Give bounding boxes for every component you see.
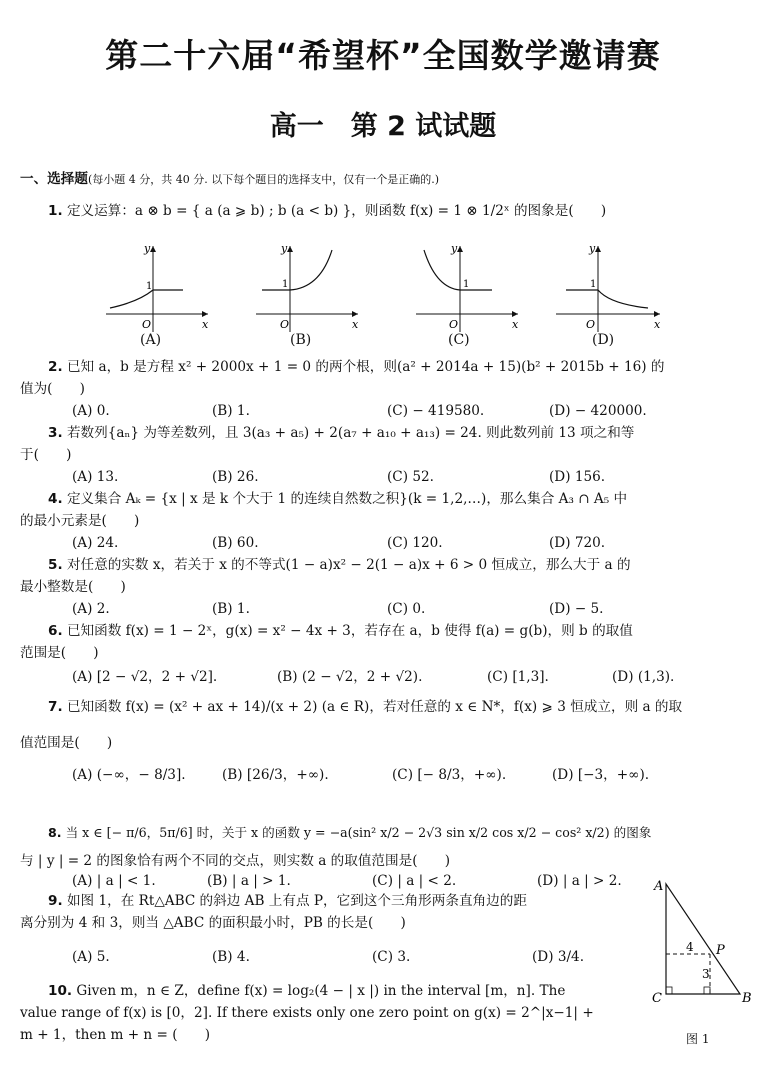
graph-b xyxy=(248,242,368,334)
label-a: A xyxy=(654,879,664,894)
graph-a-label: (A) xyxy=(140,332,162,348)
label-p: P xyxy=(716,943,725,958)
question-3-options xyxy=(72,468,766,486)
y-label: y xyxy=(281,242,288,255)
one-label: 1 xyxy=(282,279,289,290)
option-c: (C) − 419580. xyxy=(387,403,485,419)
option-b: (B) 1. xyxy=(212,403,250,419)
figure-1-caption: 图 1 xyxy=(686,1032,710,1046)
x-label: x xyxy=(202,318,209,331)
question-text: Given m，n ∈ Z，define f(x) = log₂(4 − | x |) in the interval [m，n]. The xyxy=(76,983,566,999)
question-number: 9. xyxy=(48,893,63,909)
section-heading: 一、选择题 xyxy=(20,171,88,187)
option-d: (D) [−3，+∞). xyxy=(552,767,650,783)
option-c: (C) [− 8/3，+∞). xyxy=(392,767,507,783)
one-label: 1 xyxy=(463,279,470,290)
section-note: (每小题 4 分，共 40 分. 以下每个题目的选择支中，仅有一个是正确的.) xyxy=(87,173,440,186)
option-c: (C) | a | < 2. xyxy=(372,873,457,889)
option-a: (A) | a | < 1. xyxy=(72,873,156,889)
question-number: 1. xyxy=(48,203,63,219)
option-b: (B) | a | > 1. xyxy=(207,873,291,889)
question-text: 定义运算：a ⊗ b = { a (a ⩾ b) ; b (a < b) }，则函数 f(x) = 1 ⊗ 1/2ˣ 的图象是( ) xyxy=(66,203,607,219)
option-b: (B) (2 − √2，2 + √2). xyxy=(277,669,423,685)
question-text: 当 x ∈ [− π/6，5π/6] 时，关于 x 的函数 y = −a(sin² x/2 − 2√3 sin x/2 cos x/2 − cos² x/2) 的图象 xyxy=(65,825,652,840)
x-label: x xyxy=(512,318,519,331)
origin-label: O xyxy=(449,318,459,331)
question-9-options xyxy=(72,948,632,966)
question-number: 10. xyxy=(48,983,73,999)
option-a: (A) 13. xyxy=(72,469,119,485)
option-d: (D) (1,3). xyxy=(612,669,675,685)
question-7-cont: 值范围是( ) xyxy=(20,735,113,751)
label-3: 3 xyxy=(702,967,710,981)
graph-b-label: (B) xyxy=(290,332,312,348)
origin-label: O xyxy=(142,318,152,331)
option-c: (C) 120. xyxy=(387,535,443,551)
option-c: (C) 3. xyxy=(372,949,411,965)
question-4-options xyxy=(72,534,766,552)
question-5-cont: 最小整数是( ) xyxy=(20,579,126,595)
question-8 xyxy=(48,824,766,842)
option-a: (A) [2 − √2，2 + √2]. xyxy=(72,669,218,685)
option-a: (A) 5. xyxy=(72,949,110,965)
question-2-cont: 值为( ) xyxy=(20,381,85,397)
question-text: 对任意的实数 x，若关于 x 的不等式(1 − a)x² − 2(1 − a)x + 6 > 0 恒成立，那么大于 a 的 xyxy=(66,557,631,573)
one-label: 1 xyxy=(146,281,153,292)
option-b: (B) 60. xyxy=(212,535,259,551)
question-1 xyxy=(48,202,766,220)
question-text: 已知函数 f(x) = 1 − 2ˣ，g(x) = x² − 4x + 3，若存在 a，b 使得 f(a) = g(b)，则 b 的取值 xyxy=(66,623,633,639)
x-label: x xyxy=(654,318,661,331)
question-number: 7. xyxy=(48,699,63,715)
question-text: 若数列{aₙ} 为等差数列，且 3(a₃ + a₅) + 2(a₇ + a₁₀ + a₁₃) = 24. 则此数列前 13 项之和等 xyxy=(66,425,635,441)
question-4-cont: 的最小元素是( ) xyxy=(20,513,140,529)
option-a: (A) 24. xyxy=(72,535,119,551)
figure-1 xyxy=(648,878,758,1028)
y-label: y xyxy=(451,242,458,255)
page-subtitle: 高一 第 2 试试题 xyxy=(269,111,497,142)
question-7 xyxy=(48,698,766,716)
question-number: 2. xyxy=(48,359,63,375)
graph-c xyxy=(408,242,528,334)
x-label: x xyxy=(352,318,359,331)
question-text: 定义集合 Aₖ = {x | x 是 k 个大于 1 的连续自然数之积}(k = 1,2,…)，那么集合 A₃ ∩ A₅ 中 xyxy=(66,491,628,507)
question-3 xyxy=(48,424,766,442)
option-d: (D) | a | > 2. xyxy=(537,873,622,889)
origin-label: O xyxy=(586,318,596,331)
question-2-options xyxy=(72,402,766,420)
option-c: (C) 0. xyxy=(387,601,426,617)
question-number: 8. xyxy=(48,825,62,840)
option-d: (D) 3/4. xyxy=(532,949,585,965)
graph-d xyxy=(548,242,668,334)
label-b: B xyxy=(742,991,752,1006)
question-text: 如图 1，在 Rt△ABC 的斜边 AB 上有点 P，它到这个三角形两条直角边的距 xyxy=(66,893,527,909)
option-c: (C) 52. xyxy=(387,469,434,485)
question-8-cont: 与 | y | = 2 的图象恰有两个不同的交点，则实数 a 的取值范围是( ) xyxy=(20,853,450,869)
page-title: 第二十六届“希望杯”全国数学邀请赛 xyxy=(105,36,661,75)
question-5-options xyxy=(72,600,766,618)
origin-label: O xyxy=(280,318,290,331)
option-b: (B) 1. xyxy=(212,601,250,617)
option-c: (C) [1,3]. xyxy=(487,669,549,685)
option-b: (B) [26/3，+∞). xyxy=(222,767,329,783)
option-d: (D) − 420000. xyxy=(549,403,647,419)
y-label: y xyxy=(589,242,596,255)
option-b: (B) 26. xyxy=(212,469,259,485)
question-9 xyxy=(48,892,648,910)
graph-d-label: (D) xyxy=(592,332,615,348)
question-10 xyxy=(48,982,648,1000)
question-4 xyxy=(48,490,766,508)
question-6 xyxy=(48,622,766,640)
question-10-cont2: m + 1，then m + n = ( ) xyxy=(20,1027,211,1043)
question-number: 4. xyxy=(48,491,63,507)
graph-a xyxy=(98,242,218,334)
question-number: 5. xyxy=(48,557,63,573)
question-6-options xyxy=(72,668,766,686)
option-a: (A) (−∞，− 8/3]. xyxy=(72,767,186,783)
section-heading-line xyxy=(20,170,750,189)
y-label: y xyxy=(144,242,151,255)
question-6-cont: 范围是( ) xyxy=(20,645,99,661)
question-text: 已知函数 f(x) = (x² + ax + 14)/(x + 2) (a ∈ R)，若对任意的 x ∈ N*，f(x) ⩾ 3 恒成立，则 a 的取 xyxy=(66,699,683,715)
question-5 xyxy=(48,556,766,574)
question-9-cont: 离分别为 4 和 3，则当 △ABC 的面积最小时，PB 的长是( ) xyxy=(20,915,406,931)
option-d: (D) 156. xyxy=(549,469,606,485)
question-3-cont: 于( ) xyxy=(20,447,72,463)
question-2 xyxy=(48,358,766,376)
option-a: (A) 0. xyxy=(72,403,110,419)
option-d: (D) − 5. xyxy=(549,601,604,617)
question-text: 已知 a，b 是方程 x² + 2000x + 1 = 0 的两个根，则(a² + 2014a + 15)(b² + 2015b + 16) 的 xyxy=(66,359,665,375)
one-label: 1 xyxy=(590,279,597,290)
option-b: (B) 4. xyxy=(212,949,250,965)
option-a: (A) 2. xyxy=(72,601,110,617)
option-d: (D) 720. xyxy=(549,535,606,551)
graph-c-label: (C) xyxy=(448,332,470,348)
question-number: 6. xyxy=(48,623,63,639)
question-number: 3. xyxy=(48,425,63,441)
question-7-options xyxy=(72,766,766,784)
label-4: 4 xyxy=(686,940,694,954)
question-10-cont: value range of f(x) is [0，2]. If there exists only one zero point on g(x) = 2^|x−1| + xyxy=(20,1005,594,1021)
label-c: C xyxy=(652,991,662,1006)
